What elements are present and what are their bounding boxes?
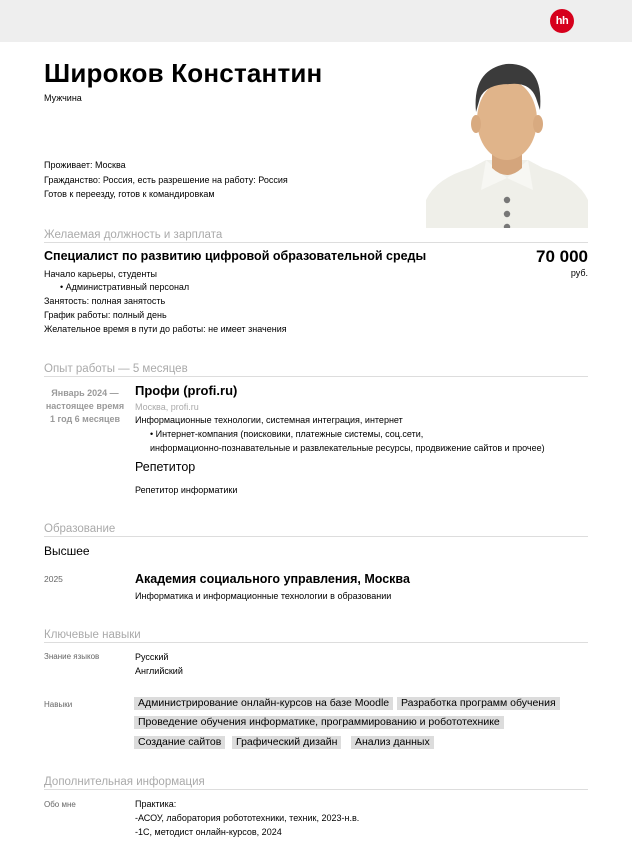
skill-tag: Создание сайтов bbox=[134, 736, 225, 749]
language-item: Русский bbox=[135, 652, 169, 662]
industry-detail-2: информационно-познавательные и развлекательные ресурсы, продвижение сайтов и прочее) bbox=[150, 443, 545, 453]
salary-currency: руб. bbox=[570, 268, 588, 278]
relocation: Готов к переезду, готов к командировкам bbox=[44, 189, 215, 199]
desired-position: Специалист по развитию цифровой образовательной среды bbox=[44, 249, 427, 263]
salary: 70 000 bbox=[536, 247, 588, 266]
industry-detail-1: Интернет-компания (поисковики, платежные системы, соц.сети, bbox=[155, 429, 424, 439]
education-year: 2025 bbox=[44, 574, 63, 584]
section-divider bbox=[44, 642, 588, 643]
section-divider bbox=[44, 536, 588, 537]
hh-logo[interactable]: hh bbox=[550, 9, 574, 33]
person-avatar-icon bbox=[426, 50, 588, 228]
industry-detail: • Интернет-компания (поисковики, платежные системы, соц.сети, bbox=[150, 429, 424, 439]
skills-label: Навыки bbox=[44, 700, 73, 709]
skill-tag: Графический дизайн bbox=[232, 736, 341, 749]
citizenship: Гражданство: Россия, есть разрешение на работу: Россия bbox=[44, 175, 288, 185]
person-gender: Мужчина bbox=[44, 93, 82, 103]
company-location: Москва, profi.ru bbox=[135, 402, 199, 412]
education-specialty: Информатика и информационные технологии в образовании bbox=[135, 591, 392, 601]
commute: Желательное время в пути до работы: не имеет значения bbox=[44, 324, 287, 334]
company-industry: Информационные технологии, системная интеграция, интернет bbox=[135, 415, 403, 425]
section-divider bbox=[44, 376, 588, 377]
section-title-education: Образование bbox=[44, 523, 116, 535]
section-title-experience: Опыт работы — 5 месяцев bbox=[44, 363, 188, 375]
about-line: Практика: bbox=[135, 799, 177, 809]
skill-tag: Разработка программ обучения bbox=[397, 697, 560, 710]
about-label: Обо мне bbox=[44, 800, 76, 809]
about-line: -АСОУ, лаборатория робототехники, техник, 2023-н.в. bbox=[135, 813, 360, 823]
schedule: График работы: полный день bbox=[44, 310, 167, 320]
skill-tag: Администрирование онлайн-курсов на базе Moodle bbox=[134, 697, 393, 710]
section-title-desired: Желаемая должность и зарплата bbox=[44, 229, 223, 241]
period-end: настоящее время bbox=[45, 401, 125, 411]
language-item: Английский bbox=[135, 666, 183, 676]
section-divider bbox=[44, 789, 588, 790]
job-description: Репетитор информатики bbox=[135, 485, 238, 495]
category-item: • Административный персонал bbox=[60, 282, 190, 292]
about-line: -1С, методист онлайн-курсов, 2024 bbox=[135, 827, 282, 837]
residence: Проживает: Москва bbox=[44, 160, 126, 170]
section-title-skills: Ключевые навыки bbox=[44, 629, 141, 641]
skill-tag: Анализ данных bbox=[351, 736, 434, 749]
category-label: Административный персонал bbox=[65, 282, 190, 292]
skill-tag: Проведение обучения информатике, программированию и робототехнике bbox=[134, 716, 504, 729]
person-name: Широков Константин bbox=[44, 58, 323, 88]
company-name: Профи (profi.ru) bbox=[135, 383, 238, 398]
languages-label: Знание языков bbox=[44, 652, 100, 661]
job-title: Репетитор bbox=[135, 460, 196, 474]
education-level: Высшее bbox=[44, 544, 90, 558]
employment: Занятость: полная занятость bbox=[44, 296, 166, 306]
period-start: Январь 2024 — bbox=[51, 388, 119, 398]
top-bar bbox=[0, 0, 632, 42]
section-divider bbox=[44, 242, 588, 243]
education-school: Академия социального управления, Москва bbox=[135, 572, 410, 586]
career-start: Начало карьеры, студенты bbox=[44, 269, 157, 279]
section-title-additional: Дополнительная информация bbox=[44, 776, 205, 788]
period-duration: 1 год 6 месяцев bbox=[49, 414, 121, 424]
